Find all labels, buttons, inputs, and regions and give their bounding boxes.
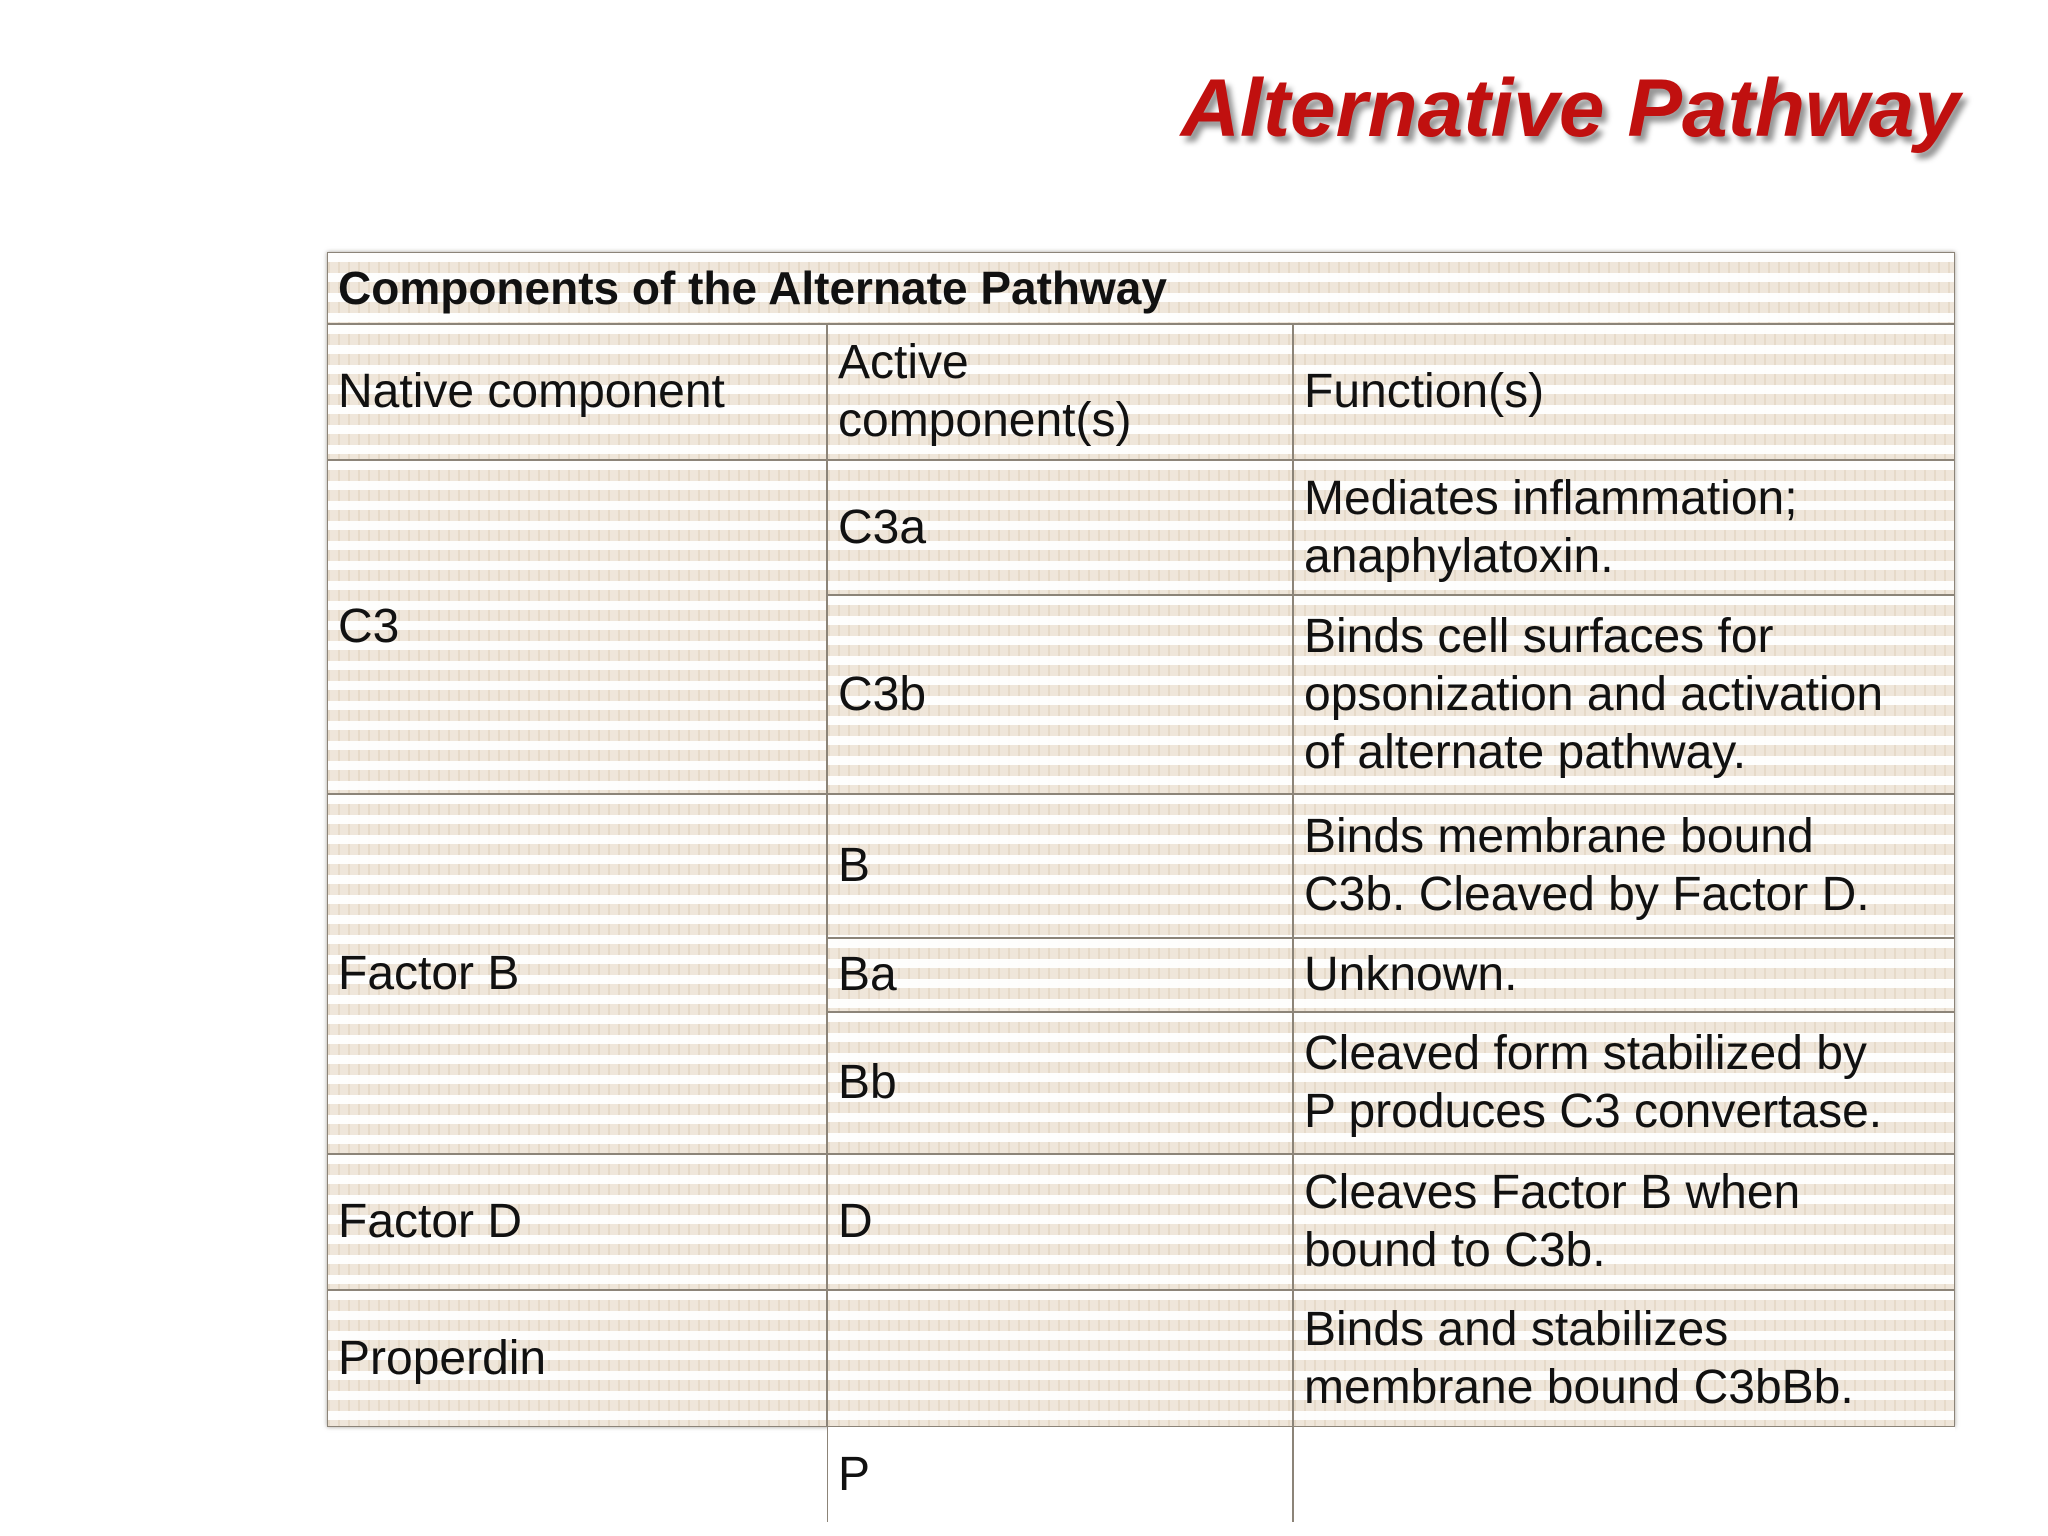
row-b-function-text: Binds membrane bound C3b. Cleaved by Factor D. — [1304, 810, 1870, 921]
row-c3-native — [327, 460, 827, 794]
row-b-active — [827, 794, 1293, 938]
row-b-function — [1293, 794, 1955, 938]
row-c3b-function — [1293, 595, 1955, 794]
header-function-text: Function(s) — [1304, 365, 1545, 418]
row-properdin-function-text: Binds and stabilizes membrane bound C3bBb. — [1304, 1302, 1854, 1414]
row-d-active-text: D — [838, 1195, 873, 1248]
row-c3b-function-text: Binds cell surfaces for opsonization and activation of alternate pathway. — [1304, 609, 1884, 779]
row-c3a-function — [1293, 460, 1955, 595]
header-function — [1293, 324, 1955, 460]
row-factor-b-native — [327, 794, 827, 1154]
table-caption-text: Components of the Alternate Pathway — [338, 262, 1167, 314]
row-p-active — [827, 1427, 1293, 1522]
row-properdin-function — [1293, 1290, 1955, 1427]
components-table — [327, 252, 1955, 1501]
row-bb-function — [1293, 1012, 1955, 1154]
table-caption — [327, 252, 1955, 324]
row-c3b-active-text: C3b — [838, 667, 927, 721]
row-ba-active-text: Ba — [838, 948, 897, 1001]
row-ba-function-text: Unknown. — [1304, 948, 1518, 1001]
row-bb-active — [827, 1012, 1293, 1154]
row-properdin-active — [827, 1290, 1293, 1427]
row-ba-function — [1293, 938, 1955, 1012]
slide-title: Alternative Pathway — [1180, 63, 1960, 154]
row-c3a-function-text: Mediates inflammation; anaphylatoxin. — [1304, 471, 1798, 583]
header-active-component-text: Active component(s) — [838, 336, 1132, 447]
row-bb-function-text: Cleaved form stabilized by P produces C3 convertase. — [1304, 1027, 1883, 1138]
row-d-function-text: Cleaves Factor B when bound to C3b. — [1304, 1166, 1801, 1277]
row-c3b-active — [827, 595, 1293, 794]
header-native-component-text: Native component — [338, 365, 725, 418]
row-p-function — [1293, 1427, 1955, 1522]
row-factor-d-native — [327, 1154, 827, 1290]
row-p-active-text: P — [838, 1447, 871, 1501]
header-active-component — [827, 324, 1293, 460]
row-properdin-native-text: Properdin — [338, 1331, 547, 1385]
row-properdin-native — [327, 1290, 827, 1427]
row-d-function — [1293, 1154, 1955, 1290]
row-factor-d-native-text: Factor D — [338, 1195, 523, 1248]
row-bb-active-text: Bb — [838, 1056, 897, 1109]
header-native-component — [327, 324, 827, 460]
row-b-active-text: B — [838, 839, 871, 892]
row-c3a-active — [827, 460, 1293, 595]
row-factor-b-native-text: Factor B — [338, 947, 520, 1000]
row-ba-active — [827, 938, 1293, 1012]
row-c3-native-text: C3 — [338, 600, 400, 653]
row-d-active — [827, 1154, 1293, 1290]
row-c3a-active-text: C3a — [838, 500, 927, 554]
